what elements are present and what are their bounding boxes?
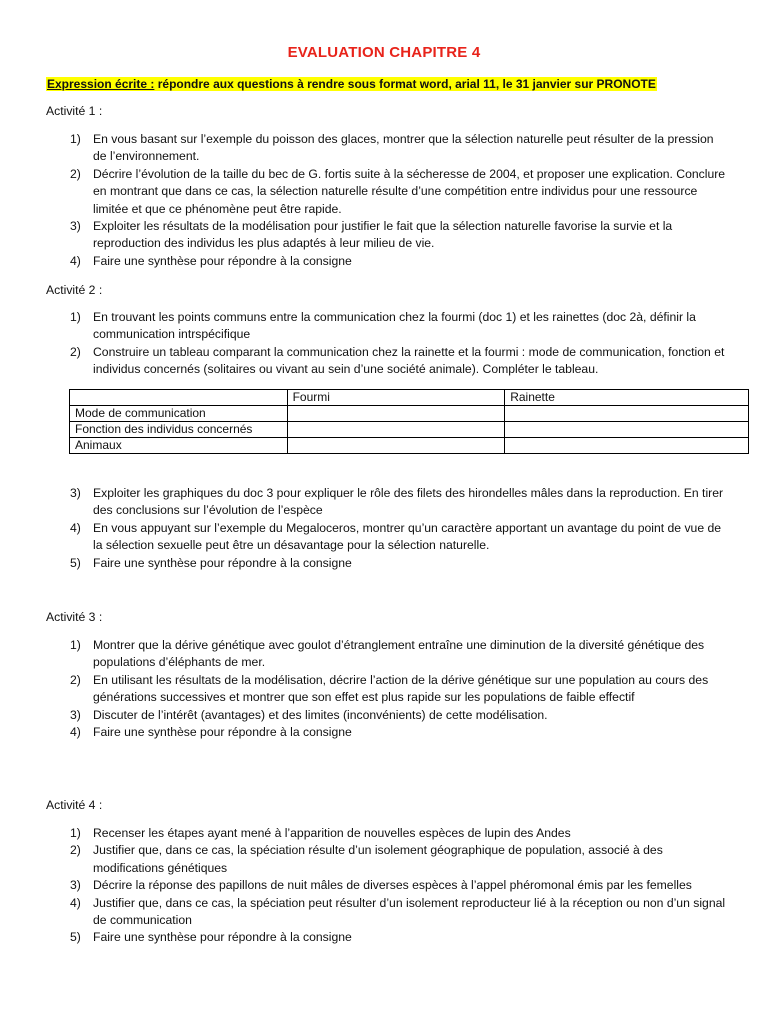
list-item: 1) Montrer que la dérive génétique avec goulot d’étranglement entraîne une diminution de la diversité génétique des populations d’éléphants de mer. [70,638,705,670]
table-row [70,422,749,438]
list-item: 3) Décrire la réponse des papillons de nuit mâles de diverses espèces à l’appel phéromonal émis par les femelles [70,878,692,893]
table-header-cell: Rainette [505,390,749,406]
comparison-table [69,389,749,454]
list-item: 4) Justifier que, dans ce cas, la spéciation peut résulter d’un isolement reproducteur lié à la réception ou non d’un signal de communication [70,895,726,928]
table-cell [287,438,505,454]
page-title: EVALUATION CHAPITRE 4 [287,44,481,61]
list-item: 3) Exploiter les graphiques du doc 3 pour expliquer le rôle des filets des hirondelles mâles dans la reproduction. En tirer des conclusions sur l’évolution de l’espèce [70,486,724,518]
table-cell: Mode de communication [70,406,288,422]
activity-3-list [0,637,768,741]
activity-4-heading: Activité 4 : [46,798,103,812]
activity-1-heading: Activité 1 : [46,104,103,118]
list-item: 2) Construire un tableau comparant la communication chez la rainette et la fourmi : mode de communication, fonction et individus concernés (solitaires ou vivant au sein d’une société animale). Compléter le tableau. [70,344,725,377]
list-item: 2) Décrire l’évolution de la taille du bec de G. fortis suite à la sécheresse de 2004, et proposer une explication. Conclure en montrant que dans ce cas, la sélection naturelle résulte d’une compétition entre individus pour une ressource limitée et que ce phénomène peut être rapide. [70,166,726,216]
list-item: 3) Discuter de l’intérêt (avantages) et des limites (inconvénients) de cette modélisation. [70,707,548,722]
instruction-text: répondre aux questions à rendre sous format word, arial 11, le 31 janvier sur PRONOTE [154,77,656,91]
list-item: 3) Exploiter les résultats de la modélisation pour justifier le fait que la sélection naturelle favorise la survie et la reproduction des individus les plus adaptés à leur milieu de vie. [70,219,673,251]
instruction-label: Expression écrite : [47,77,155,91]
table-header-row [70,390,749,406]
activity-3-heading: Activité 3 : [46,610,103,624]
list-item: 4) Faire une synthèse pour répondre à la consigne [70,725,352,740]
activity-4-list [0,825,768,947]
list-item: 4) En vous appuyant sur l’exemple du Megaloceros, montrer qu’un caractère apportant un avantage du point de vue de la sélection sexuelle peut être un désavantage pour la sélection naturelle. [70,520,722,553]
list-item: 1) Recenser les étapes ayant mené à l’apparition de nouvelles espèces de lupin des Andes [70,826,571,840]
activity-2-list-continued [0,485,768,572]
list-item: 2) Justifier que, dans ce cas, la spéciation résulte d’un isolement géographique de population, associé à des modifications génétiques [70,843,663,875]
table-header-cell: Fourmi [287,390,505,406]
activity-1-list [0,131,768,270]
instruction-line [46,77,657,91]
list-item: 5) Faire une synthèse pour répondre à la consigne [70,555,352,570]
table-cell [287,422,505,438]
table-cell [505,406,749,422]
table-row [70,406,749,422]
table-cell [287,406,505,422]
activity-2-heading: Activité 2 : [46,283,103,297]
table-cell [505,422,749,438]
list-item: 1) En vous basant sur l’exemple du poisson des glaces, montrer que la sélection naturelle peut résulter de la pression de l’environnement. [70,132,714,164]
list-item: 2) En utilisant les résultats de la modélisation, décrire l’action de la dérive génétique sur une population au cours des générations successives et montrer que son effet est plus rapide sur les populations de faible effectif [70,672,709,705]
list-item: 4) Faire une synthèse pour répondre à la consigne [70,253,352,268]
table-row [70,438,749,454]
table-cell: Animaux [70,438,288,454]
table-header-cell [70,390,288,406]
activity-2-list [0,309,768,379]
list-item: 5) Faire une synthèse pour répondre à la consigne [70,930,352,945]
table-cell [505,438,749,454]
list-item: 1) En trouvant les points communs entre la communication chez la fourmi (doc 1) et les rainettes (doc 2à, définir la communication intrspécifique [70,310,696,342]
table-cell: Fonction des individus concernés [70,422,288,438]
